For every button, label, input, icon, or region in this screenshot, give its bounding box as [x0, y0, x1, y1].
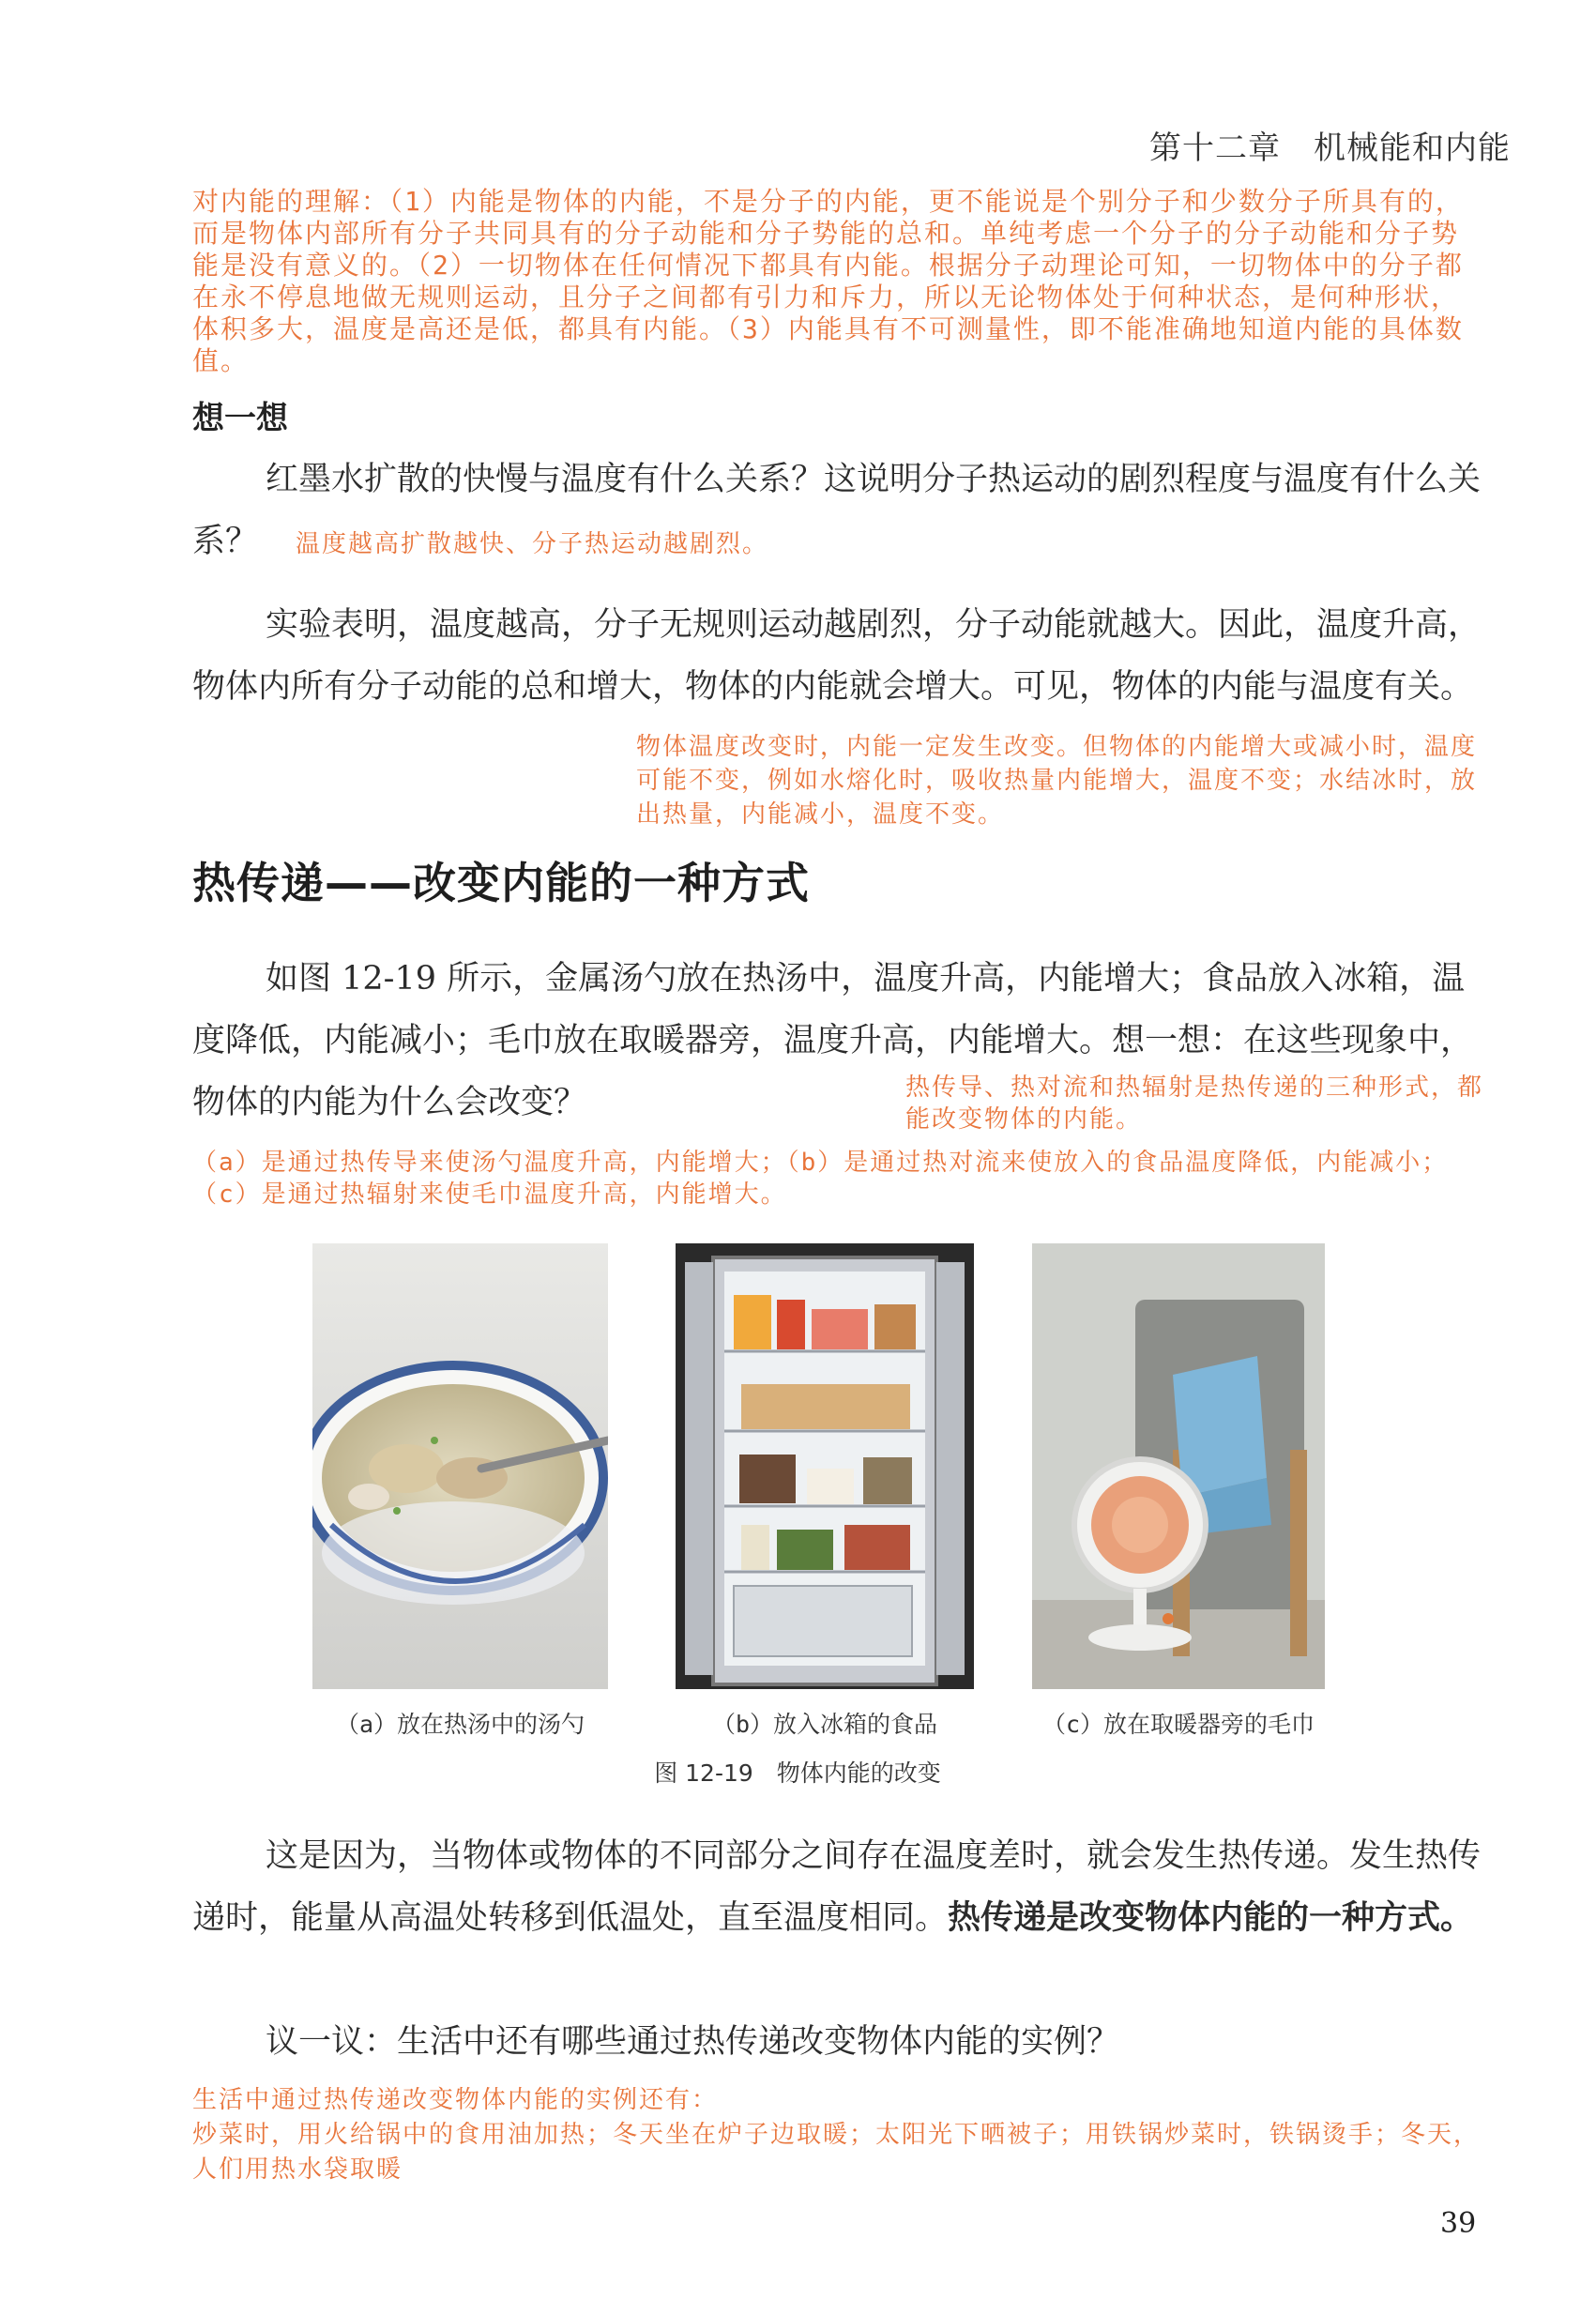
- paragraph-temperature: 实验表明，温度越高，分子无规则运动越剧烈，分子动能就越大。因此，温度升高，物体内所有分子动能的总和增大，物体的内能就会增大。可见，物体的内能与温度有关。: [192, 606, 1482, 706]
- figure-title: 图 12-19 物体内能的改变: [654, 1759, 941, 1787]
- section-title: 热传递——改变内能的一种方式: [192, 858, 810, 908]
- think-title: 想一想: [192, 400, 288, 437]
- fridge-photo: [676, 1243, 974, 1689]
- think-question-text: 红墨水扩散的快慢与温度有什么关系？这说明分子热运动的剧烈程度与温度有什么关系？: [192, 461, 1482, 560]
- paragraph-explanation-emphasis: 热传递是改变物体内能的一种方式。: [948, 1899, 1474, 1937]
- think-question: [192, 449, 1487, 572]
- note-transfer-forms: 热传导、热对流和热辐射是热传递的三种形式，都能改变物体的内能。: [905, 1074, 1484, 1134]
- paragraph-explanation-text: 这是因为，当物体或物体的不同部分之间存在温度差时，就会发生热传递。发生热传递时，能量从高温处转移到低温处，直至温度相同。: [192, 1837, 1482, 1937]
- soup-photo: [312, 1243, 608, 1689]
- paragraph-heat-transfer: 如图 12-19 所示，金属汤勺放在热汤中，温度升高，内能增大；食品放入冰箱，温度降低，内能减小；毛巾放在取暖器旁，温度升高，内能增大。想一想：在这些现象中，物体的内能为什么会改变？: [192, 960, 1474, 1121]
- note-temperature: 物体温度改变时，内能一定发生改变。但物体的内能增大或减小时，温度可能不变，例如水熔化时，吸收热量内能增大，温度不变；水结冰时，放出热量，内能减小，温度不变。: [636, 733, 1478, 829]
- page-number: 39: [1440, 2207, 1477, 2240]
- note-think-answer: 温度越高扩散越快、分子热运动越剧烈。: [296, 530, 769, 558]
- discuss-question: 议一议：生活中还有哪些通过热传递改变物体内能的实例？: [266, 2023, 1120, 2061]
- caption-c: （c）放在取暖器旁的毛巾: [1041, 1711, 1315, 1738]
- paragraph-explanation: [192, 1825, 1487, 1949]
- chapter-header: 第十二章 机械能和内能: [1149, 129, 1511, 167]
- caption-a: （a）放在热汤中的汤勺: [335, 1711, 585, 1738]
- note-abc-explain: （a）是通过热传导来使汤勺温度升高，内能增大；（b）是通过热对流来使放入的食品温度降低，内能减小；（c）是通过热辐射来使毛巾温度升高，内能增大。: [192, 1149, 1449, 1209]
- caption-b: （b）放入冰箱的食品: [711, 1711, 938, 1738]
- heater-towel-photo: [1032, 1243, 1325, 1689]
- note-examples: 生活中通过热传递改变物体内能的实例还有： 炒菜时，用火给锅中的食用油加热；冬天坐在炉子边取暖；太阳光下晒被子；用铁锅炒菜时，铁锅烫手；冬天，人们用热水袋取暖: [192, 2086, 1481, 2184]
- note-understanding: 对内能的理解：（1）内能是物体的内能，不是分子的内能，更不能说是个别分子和少数分子所具有的，而是物体内部所有分子共同具有的分子动能和分子势能的总和。单纯考虑一个分子的分子动能和分子势能是没有意义的。（2）一切物体在任何情况下都具有内能。根据分子动理论可知，一切物体中的分子都在永不停息地做无规则运动，且分子之间都有引力和斥力，所以无论物体处于何种状态，是何种形状，体积多大，温度是高还是低，都具有内能。（3）内能具有不可测量性，即不能准确地知道内能的具体数值。: [192, 186, 1464, 376]
